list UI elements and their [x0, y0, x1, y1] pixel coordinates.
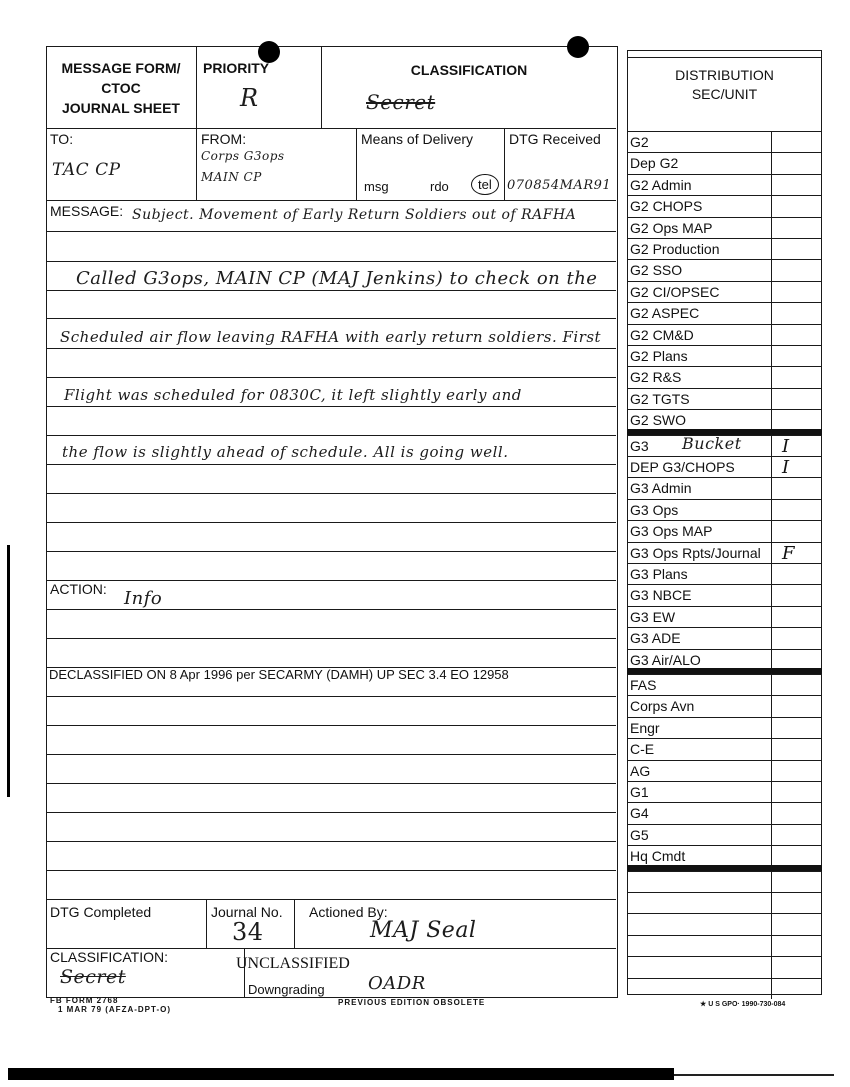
distribution-column-divider — [771, 675, 772, 695]
distribution-label: G3 Air/ALO — [630, 651, 701, 668]
distribution-column-divider — [771, 957, 772, 977]
distribution-column-divider — [771, 500, 772, 520]
rule-line — [46, 231, 616, 232]
classification-value: Secret — [366, 90, 436, 114]
distribution-mark: F — [782, 542, 795, 564]
bottom-classification-label: CLASSIFICATION: — [50, 949, 168, 965]
distribution-row — [627, 174, 822, 195]
distribution-label: G2 Plans — [630, 348, 688, 364]
punch-hole-right — [567, 36, 589, 58]
distribution-column-divider — [771, 782, 772, 802]
distribution-column-divider — [771, 132, 772, 152]
means-tel: tel — [471, 174, 499, 195]
distribution-label: G4 — [630, 805, 649, 822]
distribution-label: G3 Plans — [630, 566, 688, 582]
distribution-column-divider — [771, 650, 772, 670]
rule-line — [46, 377, 616, 378]
distribution-label: G3 NBCE — [630, 587, 692, 604]
distribution-row — [627, 674, 822, 695]
message-line-1: Subject. Movement of Early Return Soldiers out of RAFHA — [132, 207, 577, 223]
distribution-column-divider — [771, 846, 772, 866]
distribution-row — [627, 695, 822, 716]
distribution-empty-row — [627, 978, 822, 999]
distribution-row — [627, 760, 822, 781]
rule-line — [46, 870, 616, 871]
distribution-row — [627, 649, 822, 670]
rule-line — [46, 754, 616, 755]
from-label: FROM: — [201, 131, 247, 147]
downgrading-value: OADR — [368, 973, 426, 994]
header-divider-2 — [321, 46, 322, 128]
distribution-empty-row — [627, 871, 822, 892]
distribution-column-divider — [771, 872, 772, 892]
distribution-label: Hq Cmdt — [630, 848, 686, 865]
distribution-label: C-E — [630, 741, 655, 758]
rule-line — [46, 290, 616, 291]
action-value: Info — [124, 588, 163, 609]
distribution-column-divider — [771, 628, 772, 648]
distribution-column-divider — [771, 564, 772, 584]
bottom-scan-bar — [8, 1068, 674, 1080]
distribution-column-divider — [771, 218, 772, 238]
means-rdo: rdo — [430, 179, 449, 194]
distribution-column-divider — [771, 478, 772, 498]
to-value: TAC CP — [52, 160, 121, 180]
distribution-column-divider — [771, 239, 772, 259]
header-bottom-line — [46, 128, 616, 129]
distribution-row — [627, 584, 822, 605]
form-title: MESSAGE FORM/ CTOC JOURNAL SHEET — [61, 60, 181, 116]
message-label: MESSAGE: — [50, 203, 124, 219]
distribution-row — [627, 563, 822, 584]
distribution-label: G2 Production — [630, 241, 720, 257]
journal-no-value: 34 — [232, 918, 264, 946]
declassified-stamp: DECLASSIFIED ON 8 Apr 1996 per SECARMY (DAMH) UP SEC 3.4 EO 12958 — [49, 667, 509, 682]
distribution-row — [627, 781, 822, 802]
rule-line — [46, 899, 616, 900]
distribution-row — [627, 281, 822, 302]
rule-line — [46, 841, 616, 842]
rule-line — [46, 783, 616, 784]
from-value-1: Corps G3ops — [201, 149, 285, 163]
rule-line — [46, 522, 616, 523]
distribution-label: Engr — [630, 719, 660, 736]
distribution-row — [627, 152, 822, 173]
distribution-mark: I — [782, 457, 790, 478]
rule-line — [46, 464, 616, 465]
action-label: ACTION: — [50, 581, 107, 597]
distribution-label: G3 Ops MAP — [630, 523, 713, 540]
distribution-column-divider — [771, 410, 772, 430]
unclassified-stamp: UNCLASSIFIED — [236, 955, 350, 972]
distribution-label: G3 Ops — [630, 501, 679, 518]
distribution-label: G3 Admin — [630, 480, 692, 497]
distribution-row — [627, 542, 822, 563]
rule-line — [46, 261, 616, 262]
bottom-classification-value: Secret — [60, 966, 126, 988]
actioned-by-label: Actioned By: — [309, 904, 388, 920]
distribution-label: G3 ADE — [630, 630, 681, 647]
distribution-row — [627, 217, 822, 238]
distribution-top-line — [627, 57, 822, 58]
distribution-column-divider — [771, 585, 772, 605]
distribution-label: G2 SWO — [630, 412, 687, 429]
distribution-row — [627, 435, 822, 456]
distribution-column-divider — [771, 803, 772, 823]
bottom-divider-2 — [294, 899, 295, 948]
distribution-label: Corps Avn — [630, 698, 695, 715]
rule-line — [46, 580, 616, 581]
distribution-label: FAS — [630, 677, 657, 693]
row2-divider-1 — [196, 128, 197, 200]
distribution-column-divider — [771, 521, 772, 541]
dtg-received-label: DTG Received — [509, 131, 601, 147]
distribution-label: G1 — [630, 784, 649, 800]
rule-line — [46, 493, 616, 494]
form-date: 1 MAR 79 (AFZA-DPT-O) — [58, 1005, 171, 1014]
distribution-row — [627, 499, 822, 520]
distribution-row — [627, 520, 822, 541]
distribution-label: G2 SSO — [630, 262, 683, 279]
distribution-label: G2 CI/OPSEC — [630, 283, 720, 300]
from-value-2: MAIN CP — [201, 170, 262, 184]
distribution-empty-row — [627, 892, 822, 913]
actioned-by-value: MAJ Seal — [370, 918, 477, 943]
distribution-column-divider — [771, 457, 772, 477]
distribution-row — [627, 131, 822, 152]
distribution-column-divider — [771, 543, 772, 563]
rule-line — [46, 812, 616, 813]
form-number: FB FORM 2768 — [50, 996, 119, 1005]
distribution-column-divider — [771, 436, 772, 456]
distribution-column-divider — [771, 346, 772, 366]
classification-label: CLASSIFICATION — [410, 62, 528, 78]
distribution-row — [627, 409, 822, 430]
message-line-5: the flow is slightly ahead of schedule. All is going well. — [62, 443, 509, 461]
message-line-2: Called G3ops, MAIN CP (MAJ Jenkins) to check on the — [76, 268, 598, 289]
distribution-label: G5 — [630, 826, 649, 843]
distribution-label: G2 CM&D — [630, 326, 694, 343]
distribution-label: G2 Admin — [630, 176, 692, 193]
distribution-mark: I — [782, 435, 790, 457]
rule-line — [46, 348, 616, 349]
priority-value: R — [240, 84, 259, 112]
distribution-row — [627, 627, 822, 648]
distribution-empty-row — [627, 935, 822, 956]
priority-label: PRIORITY — [203, 60, 270, 76]
message-line-4: Flight was scheduled for 0830C, it left slightly early and — [64, 386, 522, 404]
distribution-column-divider — [771, 367, 772, 387]
distribution-column-divider — [771, 282, 772, 302]
distribution-column-divider — [771, 389, 772, 409]
distribution-label: G2 TGTS — [630, 390, 690, 407]
rule-line — [46, 406, 616, 407]
rule-line — [46, 609, 616, 610]
distribution-column-divider — [771, 260, 772, 280]
previous-edition-note: PREVIOUS EDITION OBSOLETE — [338, 998, 486, 1007]
distribution-column-divider — [771, 718, 772, 738]
distribution-row — [627, 802, 822, 823]
distribution-row — [627, 259, 822, 280]
rule-line — [46, 638, 616, 639]
dtg-completed-label: DTG Completed — [50, 904, 152, 920]
distribution-column-divider — [771, 607, 772, 627]
distribution-row — [627, 717, 822, 738]
distribution-label: G2 — [630, 134, 649, 150]
distribution-row — [627, 324, 822, 345]
rule-line — [46, 435, 616, 436]
distribution-column-divider — [771, 936, 772, 956]
distribution-label: G2 CHOPS — [630, 198, 703, 215]
rule-line — [46, 551, 616, 552]
means-of-delivery-label: Means of Delivery — [361, 131, 474, 147]
distribution-row — [627, 238, 822, 259]
distribution-row — [627, 824, 822, 845]
distribution-column-divider — [771, 196, 772, 216]
distribution-row — [627, 302, 822, 323]
dtg-received-value: 070854MAR91 — [507, 178, 612, 193]
distribution-row — [627, 195, 822, 216]
distribution-label: G3 EW — [630, 608, 676, 625]
distribution-label: G3 — [630, 437, 649, 454]
distribution-label: DEP G3/CHOPS — [630, 459, 735, 475]
distribution-row — [627, 366, 822, 387]
distribution-column-divider — [771, 175, 772, 195]
distribution-column-divider — [771, 893, 772, 913]
distribution-row — [627, 388, 822, 409]
means-msg: msg — [364, 179, 389, 194]
distribution-column-divider — [771, 979, 772, 999]
header-divider-1 — [196, 46, 197, 128]
distribution-label: G2 R&S — [630, 369, 682, 386]
distribution-label: G2 ASPEC — [630, 305, 700, 322]
distribution-column-divider — [771, 761, 772, 781]
distribution-column-divider — [771, 739, 772, 759]
distribution-column-divider — [771, 914, 772, 934]
bottom-scan-line — [674, 1074, 834, 1076]
distribution-empty-row — [627, 913, 822, 934]
row2-divider-3 — [504, 128, 505, 200]
distribution-label: Dep G2 — [630, 155, 679, 172]
rule-line — [46, 318, 616, 319]
bottom-divider-1 — [206, 899, 207, 948]
to-label: TO: — [50, 131, 74, 147]
journal-no-label: Journal No. — [211, 904, 283, 920]
distribution-header: DISTRIBUTION SEC/UNIT — [675, 67, 774, 102]
distribution-row — [627, 477, 822, 498]
row2-divider-2 — [356, 128, 357, 200]
distribution-column-divider — [771, 696, 772, 716]
distribution-empty-row — [627, 956, 822, 977]
distribution-note: Bucket — [682, 433, 742, 453]
downgrading-label: Downgrading — [248, 982, 325, 997]
distribution-column-divider — [771, 325, 772, 345]
row2-bottom-line — [46, 200, 616, 201]
distribution-column-divider — [771, 303, 772, 323]
distribution-label: G2 Ops MAP — [630, 219, 713, 236]
rule-line — [46, 725, 616, 726]
distribution-column-divider — [771, 825, 772, 845]
gpo-imprint: ★ U S GPO· 1990-730-084 — [700, 1001, 786, 1008]
distribution-row — [627, 738, 822, 759]
distribution-row — [627, 456, 822, 477]
message-line-3: Scheduled air flow leaving RAFHA with early return soldiers. First — [60, 328, 602, 346]
distribution-row — [627, 845, 822, 866]
distribution-column-divider — [771, 153, 772, 173]
distribution-row — [627, 606, 822, 627]
rule-line — [46, 696, 616, 697]
left-scan-mark — [7, 545, 10, 797]
distribution-label: G3 Ops Rpts/Journal — [630, 544, 761, 561]
distribution-row — [627, 345, 822, 366]
distribution-label: AG — [630, 762, 651, 779]
